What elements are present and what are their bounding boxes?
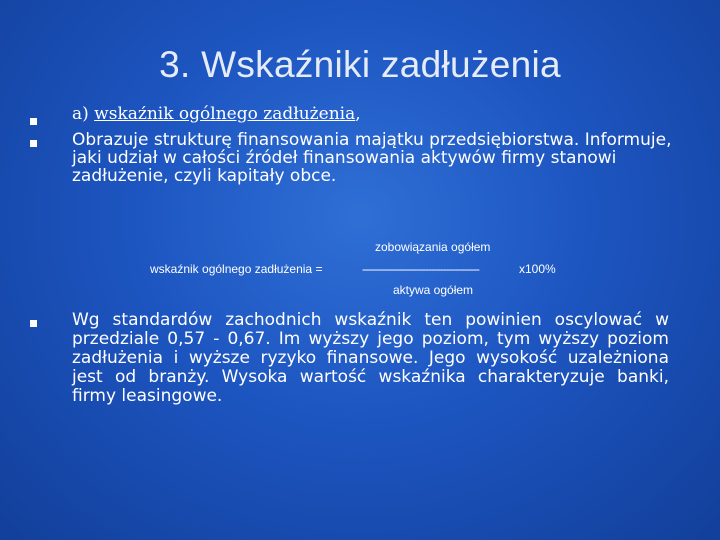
formula-label: wskaźnik ogólnego zadłużenia = xyxy=(150,262,323,276)
bullet-square-icon xyxy=(30,320,37,327)
bullet-square-icon xyxy=(30,140,37,147)
formula-numerator: zobowiązania ogółem xyxy=(375,240,491,254)
formula-fraction-line: --------------------------------------- xyxy=(362,262,479,276)
formula-denominator: aktywa ogółem xyxy=(393,283,474,297)
item-label: wskaźnik ogólnego zadłużenia xyxy=(94,104,356,124)
slide-title: 3. Wskaźniki zadłużenia xyxy=(159,44,561,85)
item-description: Obrazuje strukturę finansowania majątku przedsiębiorstwa. Informuje, jaki udział w całości źródeł finansowania aktywów firmy stanowi zadłużenie, czyli kapitały obce. xyxy=(72,130,672,186)
note-paragraph: Wg standardów zachodnich wskaźnik ten powinien oscylować w przedziale 0,57 - 0,67. Im wyższy jego poziom, tym wyższy poziom zadłużenia i wyższe ryzyko finansowe. Jego wysokość uzależniona jest od branży. Wysoka wartość wskaźnika charakteryzuje banki, firmy leasingowe. xyxy=(72,310,669,406)
bullet-square-icon xyxy=(30,118,37,125)
formula-multiplier: x100% xyxy=(519,262,556,276)
item-prefix: a) xyxy=(72,104,95,124)
item-heading xyxy=(72,105,361,123)
item-suffix: , xyxy=(355,104,361,124)
